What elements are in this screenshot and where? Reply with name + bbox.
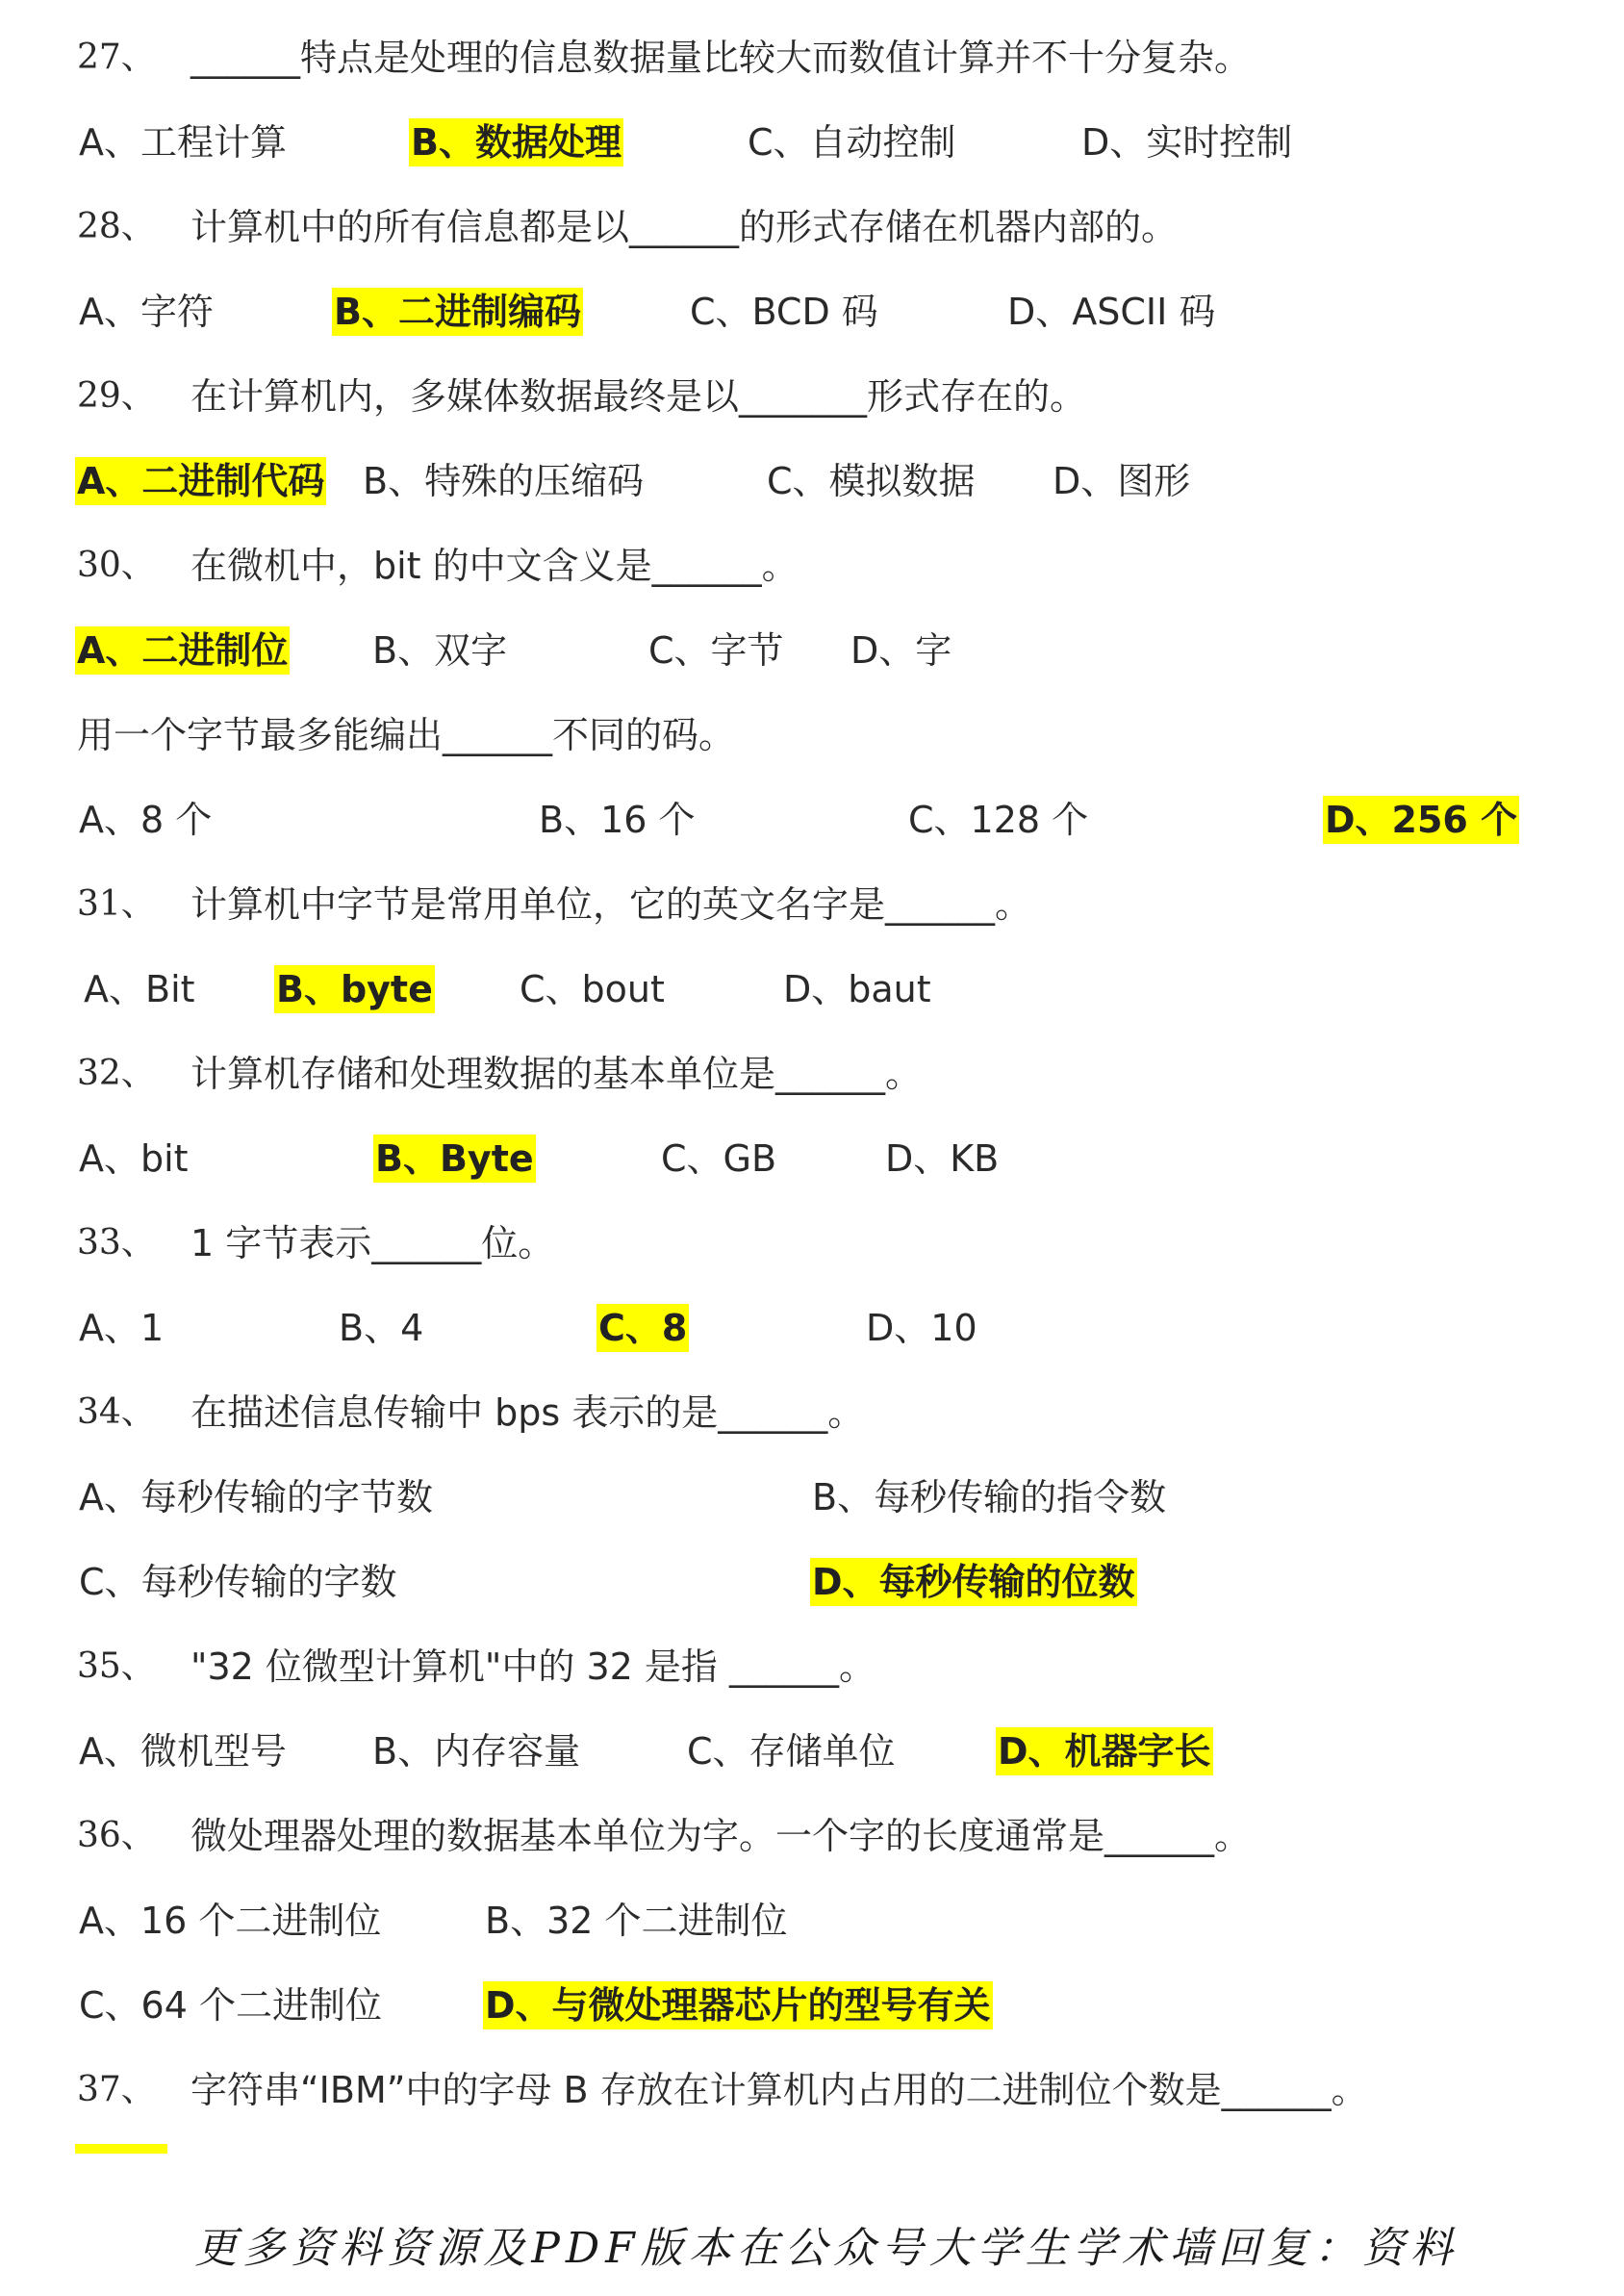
option-c: C、128 个	[908, 799, 1089, 841]
options-34-row1	[0, 1466, 1624, 1529]
options-32	[0, 1127, 1624, 1190]
option-d-correct: D、机器字长	[996, 1727, 1213, 1775]
question-28	[0, 195, 1624, 259]
option-d: D、ASCII 码	[1007, 291, 1216, 333]
question-34	[0, 1381, 1624, 1444]
option-c: C、自动控制	[748, 121, 956, 164]
question-37	[0, 2058, 1624, 2122]
option-a: A、bit	[79, 1137, 189, 1180]
options-34-row2	[0, 1550, 1624, 1614]
question-number: 28、	[77, 207, 156, 246]
option-c: C、存储单位	[687, 1730, 896, 1773]
question-stem: 计算机中的所有信息都是以______的形式存储在机器内部的。	[190, 206, 1179, 248]
question-stem: 字符串“IBM”中的字母 B 存放在计算机内占用的二进制位个数是______。	[190, 2069, 1368, 2111]
option-a-correct: A、二进制代码	[75, 457, 326, 505]
option-d-correct: D、每秒传输的位数	[810, 1558, 1137, 1606]
option-b-correct: B、数据处理	[409, 118, 623, 166]
question-number: 36、	[77, 1816, 156, 1855]
option-d: D、10	[866, 1307, 977, 1349]
option-c: C、模拟数据	[767, 460, 976, 502]
question-number: 30、	[77, 546, 156, 585]
option-b-correct: B、Byte	[373, 1135, 536, 1183]
option-d: D、字	[850, 629, 952, 672]
question-35	[0, 1635, 1624, 1698]
options-29	[0, 449, 1624, 513]
option-c: C、每秒传输的字数	[79, 1561, 397, 1603]
option-b-correct: B、二进制编码	[332, 288, 583, 336]
options-33	[0, 1296, 1624, 1360]
question-stem: 用一个字节最多能编出______不同的码。	[77, 714, 736, 756]
question-number: 37、	[77, 2070, 156, 2109]
question-stem: 在微机中，bit 的中文含义是______。	[190, 545, 799, 587]
option-b: B、32 个二进制位	[485, 1900, 788, 1942]
option-a: A、Bit	[84, 968, 195, 1010]
option-b-correct: B、byte	[274, 965, 435, 1013]
option-d: D、KB	[885, 1137, 1000, 1180]
question-32	[0, 1042, 1624, 1106]
question-stem: 1 字节表示______位。	[190, 1222, 555, 1264]
question-stem: 计算机中字节是常用单位，它的英文名字是______。	[190, 883, 1032, 926]
option-c: C、GB	[661, 1137, 777, 1180]
option-a: A、每秒传输的字节数	[79, 1476, 433, 1518]
question-stem: 在描述信息传输中 bps 表示的是______。	[190, 1391, 865, 1434]
question-stem: 微处理器处理的数据基本单位为字。一个字的长度通常是______。	[190, 1815, 1252, 1857]
option-b: B、每秒传输的指令数	[812, 1476, 1167, 1518]
option-a-correct: A、二进制位	[75, 626, 290, 675]
option-c: C、64 个二进制位	[79, 1984, 382, 2027]
options-31	[0, 957, 1624, 1021]
question-29	[0, 365, 1624, 428]
question-number: 32、	[77, 1054, 156, 1093]
option-c: C、BCD 码	[690, 291, 878, 333]
option-b: B、4	[339, 1307, 424, 1349]
option-c: C、字节	[648, 629, 784, 672]
question-number: 33、	[77, 1223, 156, 1263]
options-35	[0, 1720, 1624, 1783]
option-a: A、工程计算	[79, 121, 287, 164]
question-33	[0, 1212, 1624, 1275]
question-stem: ______特点是处理的信息数据量比较大而数值计算并不十分复杂。	[190, 37, 1252, 79]
question-30	[0, 534, 1624, 598]
question-number: 35、	[77, 1646, 156, 1686]
question-27	[0, 26, 1624, 89]
question-number: 31、	[77, 884, 156, 924]
option-a: A、8 个	[79, 799, 213, 841]
option-a: A、微机型号	[79, 1730, 287, 1773]
option-a: A、16 个二进制位	[79, 1900, 382, 1942]
question-number: 27、	[77, 38, 156, 77]
cutoff-highlight	[75, 2144, 167, 2154]
question-31	[0, 873, 1624, 936]
question-stem: "32 位微型计算机"中的 32 是指 ______。	[190, 1645, 875, 1688]
option-c-correct: C、8	[596, 1304, 689, 1352]
option-d: D、实时控制	[1081, 121, 1293, 164]
options-28	[0, 280, 1624, 344]
options-27	[0, 111, 1624, 174]
options-36-row1	[0, 1889, 1624, 1952]
option-b: B、16 个	[539, 799, 696, 841]
question-unnumbered	[0, 703, 1624, 767]
question-stem: 在计算机内，多媒体数据最终是以_______形式存在的。	[190, 375, 1087, 418]
option-a: A、1	[79, 1307, 165, 1349]
options-30	[0, 619, 1624, 682]
question-36	[0, 1804, 1624, 1868]
option-d-correct: D、256 个	[1323, 796, 1519, 844]
option-a: A、字符	[79, 291, 214, 333]
options-unnumbered	[0, 788, 1624, 852]
footer-note: 更多资料资源及PDF版本在公众号大学生学术墙回复：资料	[194, 2224, 1459, 2273]
question-stem: 计算机存储和处理数据的基本单位是______。	[190, 1053, 923, 1095]
option-b: B、特殊的压缩码	[363, 460, 645, 502]
option-b: B、双字	[372, 629, 508, 672]
option-d: D、baut	[783, 968, 931, 1010]
question-number: 34、	[77, 1392, 156, 1432]
option-b: B、内存容量	[372, 1730, 581, 1773]
question-number: 29、	[77, 376, 156, 416]
options-36-row2	[0, 1974, 1624, 2037]
option-d-correct: D、与微处理器芯片的型号有关	[483, 1981, 993, 2029]
option-d: D、图形	[1053, 460, 1191, 502]
option-c: C、bout	[520, 968, 665, 1010]
